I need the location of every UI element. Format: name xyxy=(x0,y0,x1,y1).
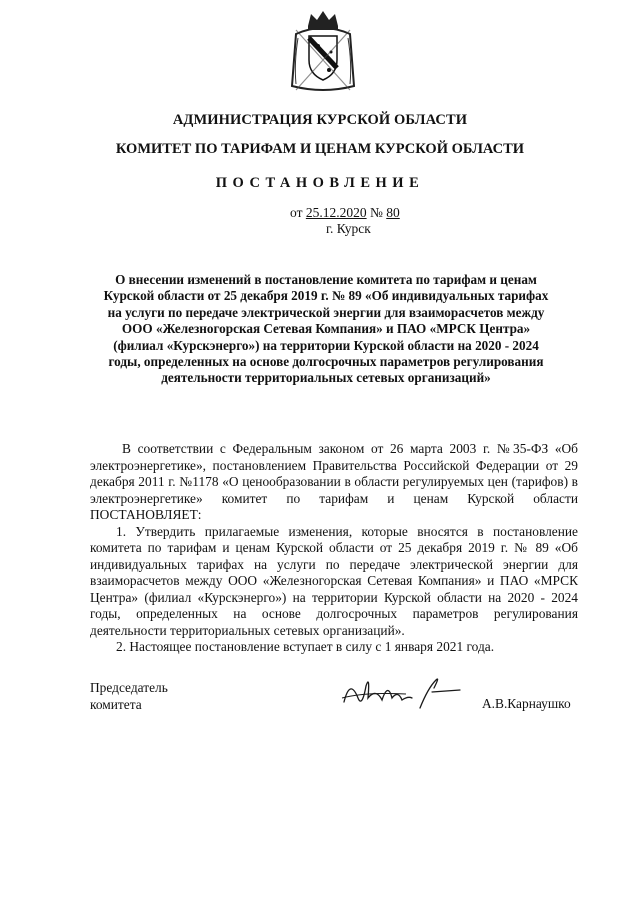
organization-heading: АДМИНИСТРАЦИЯ КУРСКОЙ ОБЛАСТИ xyxy=(172,112,468,128)
date-prefix: от xyxy=(290,205,303,220)
title-line: годы, определенных на основе долгосрочных параметров регулирования xyxy=(108,354,544,370)
handwritten-signature-icon xyxy=(336,668,464,718)
position-line: комитета xyxy=(90,696,142,712)
title-line: О внесении изменений в постановление комитета по тарифам и ценам xyxy=(115,272,537,287)
signatory-position xyxy=(90,680,168,713)
coat-of-arms-icon xyxy=(288,8,358,94)
signatory-name: А.В.Карнаушко xyxy=(482,696,571,711)
item-2-paragraph: 2. Настоящее постановление вступает в силу с 1 января 2021 года. xyxy=(116,639,495,654)
document-title xyxy=(86,272,566,387)
document-type-heading: ПОСТАНОВЛЕНИЕ xyxy=(215,175,425,191)
title-line: деятельности территориальных сетевых организаций» xyxy=(161,370,491,386)
city: г. Курск xyxy=(326,221,371,236)
date-line xyxy=(290,205,400,221)
item-1-paragraph: 1. Утвердить прилагаемые изменения, которые вносятся в постановление комитета по тарифам и ценам Курской области от 25 декабря 2019 г. № 89 «Об индивидуальных тарифах на услуги по передаче электрической энергии для взаиморасчетов между ООО «Железногорская Сетевая Компания» и ПАО «МРСК Центра» (филиал «Курскэнерго») на территории Курской области на 2020 - 2024 годы, определенных на основе долгосрочных параметров регулирования деятельности территориальных сетевых организаций». xyxy=(90,523,578,638)
number-sign: № xyxy=(369,205,383,220)
title-line: (филиал «Курскэнерго») на территории Курской области на 2020 - 2024 xyxy=(113,337,539,353)
document-number: 80 xyxy=(386,205,400,220)
committee-heading: КОМИТЕТ ПО ТАРИФАМ И ЦЕНАМ КУРСКОЙ ОБЛАСТИ xyxy=(115,141,525,157)
title-line: ООО «Железногорская Сетевая Компания» и ПАО «МРСК Центра» xyxy=(121,321,531,337)
document-date: 25.12.2020 xyxy=(305,205,367,220)
position-line: Председатель xyxy=(90,680,168,695)
preamble-paragraph: В соответствии с Федеральным законом от 26 марта 2003 г. №35-ФЗ «Об электроэнергетике», постановлением Правительства Российской Федерации от 29 декабря 2011 г. №1178 «О ценообразовании в области регулируемых цен (тарифов) в электроэнергетике» комитет по тарифам и ценам Курской области ПОСТАНОВЛЯЕТ: xyxy=(90,441,578,522)
title-line: Курской области от 25 декабря 2019 г. № 89 «Об индивидуальных тарифах xyxy=(103,288,549,304)
title-line: на услуги по передаче электрической энергии для взаиморасчетов между xyxy=(107,304,545,320)
document-body xyxy=(90,441,578,656)
